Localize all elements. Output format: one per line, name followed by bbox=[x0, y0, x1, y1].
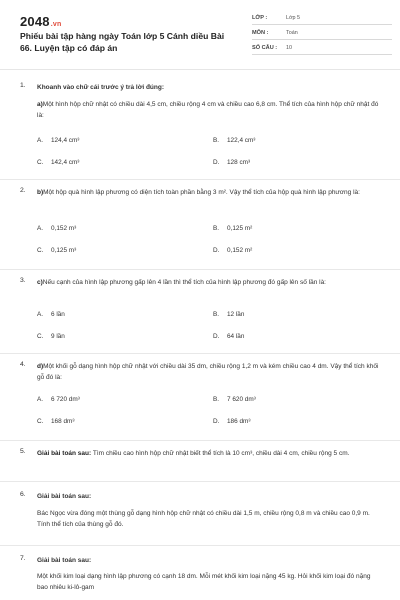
question-divider bbox=[0, 269, 400, 270]
option-d[interactable] bbox=[213, 247, 252, 254]
question-4 bbox=[20, 361, 382, 441]
option-letter: A. bbox=[37, 311, 44, 318]
question-heading: Giải bài toán sau: bbox=[37, 493, 92, 500]
option-letter: D. bbox=[213, 333, 220, 340]
site-logo[interactable] bbox=[20, 14, 61, 29]
option-letter: C. bbox=[37, 159, 44, 166]
option-a[interactable] bbox=[37, 137, 79, 144]
question-5 bbox=[20, 448, 382, 478]
option-text: 0,125 m³ bbox=[51, 247, 77, 254]
question-divider bbox=[0, 481, 400, 482]
option-letter: C. bbox=[37, 247, 44, 254]
meta-key: MÔN : bbox=[252, 30, 269, 36]
question-part-label: c) bbox=[37, 279, 43, 286]
option-text: 186 dm³ bbox=[227, 418, 251, 425]
option-d[interactable] bbox=[213, 159, 250, 166]
question-body bbox=[37, 361, 382, 383]
option-c[interactable] bbox=[37, 159, 79, 166]
option-text: 0,152 m² bbox=[227, 247, 253, 254]
question-text bbox=[37, 99, 382, 121]
meta-row-class bbox=[252, 12, 392, 25]
logo-text: 2048 bbox=[20, 14, 50, 29]
question-number: 6. bbox=[20, 491, 26, 498]
option-letter: D. bbox=[213, 247, 220, 254]
option-a[interactable] bbox=[37, 396, 80, 403]
option-letter: B. bbox=[213, 137, 220, 144]
option-c[interactable] bbox=[37, 333, 65, 340]
question-part-label: b) bbox=[37, 189, 44, 196]
option-letter: A. bbox=[37, 396, 44, 403]
worksheet-meta bbox=[252, 12, 392, 57]
option-text: 122,4 cm³ bbox=[227, 137, 256, 144]
option-d[interactable] bbox=[213, 418, 250, 425]
question-number: 3. bbox=[20, 277, 26, 284]
question-6 bbox=[20, 491, 382, 541]
option-text: 124,4 cm³ bbox=[51, 137, 80, 144]
option-c[interactable] bbox=[37, 418, 74, 425]
question-body bbox=[37, 187, 382, 198]
option-text: 9 lần bbox=[51, 333, 65, 340]
meta-key: LỚP : bbox=[252, 15, 268, 21]
option-b[interactable] bbox=[213, 311, 244, 318]
question-number: 2. bbox=[20, 187, 26, 194]
question-statement: Một hình hộp chữ nhật có chiều dài 4,5 cm, chiều rộng 4 cm và chiều cao 6,8 cm. Thể tích của hình hộp chữ nhật đó là: bbox=[37, 101, 379, 119]
question-3 bbox=[20, 277, 382, 357]
question-heading: Giải bài toán sau: bbox=[37, 450, 92, 457]
meta-row-subject bbox=[252, 27, 392, 40]
option-text: 64 lần bbox=[227, 333, 245, 340]
question-divider bbox=[0, 353, 400, 354]
question-statement: Nếu cạnh của hình lập phương gấp lên 4 lần thì thể tích của hình lập phương đó gấp lên số lần là: bbox=[42, 279, 326, 286]
option-letter: B. bbox=[213, 311, 220, 318]
option-letter: D. bbox=[213, 159, 220, 166]
option-a[interactable] bbox=[37, 225, 76, 232]
question-7 bbox=[20, 555, 382, 600]
question-statement: Một khối kim loại dạng hình lập phương có cạnh 18 dm. Mỗi mét khối kim loại nặng 45 kg. Hỏi khối kim loại đó nặng bao nhiêu ki-lô-gam bbox=[37, 573, 371, 591]
option-b[interactable] bbox=[213, 225, 252, 232]
option-text: 12 lần bbox=[227, 311, 245, 318]
option-c[interactable] bbox=[37, 247, 76, 254]
question-text bbox=[37, 187, 382, 198]
question-number: 1. bbox=[20, 82, 26, 89]
question-body bbox=[37, 277, 382, 288]
question-statement: Một hộp quà hình lập phương có diện tích toàn phần bằng 3 m². Vậy thể tích của hộp quà hình lập phương là: bbox=[43, 189, 360, 196]
question-2 bbox=[20, 187, 382, 267]
meta-key: SỐ CÂU : bbox=[252, 45, 278, 51]
meta-value: 10 bbox=[286, 45, 292, 51]
logo-suffix: .vn bbox=[50, 21, 62, 28]
question-number: 7. bbox=[20, 555, 26, 562]
question-divider bbox=[0, 179, 400, 180]
question-number: 4. bbox=[20, 361, 26, 368]
option-d[interactable] bbox=[213, 333, 244, 340]
option-letter: A. bbox=[37, 137, 44, 144]
question-body bbox=[37, 491, 382, 530]
option-text: 142,4 cm³ bbox=[51, 159, 80, 166]
question-heading: Khoanh vào chữ cái trước ý trả lời đúng: bbox=[37, 84, 165, 91]
question-text bbox=[37, 448, 382, 459]
question-body bbox=[37, 82, 382, 121]
option-text: 6 lần bbox=[51, 311, 65, 318]
option-b[interactable] bbox=[213, 396, 256, 403]
meta-value: Toán bbox=[286, 30, 298, 36]
option-letter: A. bbox=[37, 225, 44, 232]
question-text bbox=[37, 361, 382, 383]
question-text bbox=[37, 277, 382, 288]
question-divider bbox=[0, 545, 400, 546]
worksheet-header bbox=[0, 0, 400, 76]
option-letter: B. bbox=[213, 396, 220, 403]
question-number: 5. bbox=[20, 448, 26, 455]
question-body bbox=[37, 448, 382, 459]
option-text: 128 cm³ bbox=[227, 159, 251, 166]
question-statement: Tìm chiều cao hình hộp chữ nhật biết thể tích là 10 cm³, chiều dài 4 cm, chiều rộng 5 cm. bbox=[91, 450, 350, 457]
option-a[interactable] bbox=[37, 311, 65, 318]
option-text: 7 620 dm³ bbox=[227, 396, 256, 403]
meta-value: Lớp 5 bbox=[286, 15, 301, 21]
worksheet-title: Phiếu bài tập hàng ngày Toán lớp 5 Cánh diều Bài 66. Luyện tập có đáp án bbox=[20, 31, 225, 53]
meta-row-count bbox=[252, 42, 392, 55]
option-letter: C. bbox=[37, 418, 44, 425]
option-letter: C. bbox=[37, 333, 44, 340]
question-statement: Một khối gỗ dạng hình hộp chữ nhật với chiều dài 35 dm, chiều rộng 1,2 m và kém chiều cao 4 dm. Vậy thể tích khối gỗ đó là: bbox=[37, 363, 379, 381]
question-heading: Giải bài toán sau: bbox=[37, 557, 92, 564]
option-text: 168 dm³ bbox=[51, 418, 75, 425]
option-b[interactable] bbox=[213, 137, 255, 144]
question-part-label: d) bbox=[37, 363, 44, 370]
option-text: 0,125 m² bbox=[227, 225, 253, 232]
question-statement: Bác Ngọc vừa đóng một thùng gỗ dạng hình hộp chữ nhật có chiều dài 1,5 m, chiều rộng 0,8 m và chiều cao 0,9 m. Tính thể tích của thùng gỗ đó. bbox=[37, 510, 370, 528]
header-divider bbox=[0, 69, 400, 70]
option-text: 0,152 m³ bbox=[51, 225, 77, 232]
question-part-label: a) bbox=[37, 101, 43, 108]
option-text: 6 720 dm³ bbox=[51, 396, 80, 403]
option-letter: D. bbox=[213, 418, 220, 425]
question-body bbox=[37, 555, 382, 593]
question-1 bbox=[20, 82, 382, 177]
option-letter: B. bbox=[213, 225, 220, 232]
question-divider bbox=[0, 440, 400, 441]
